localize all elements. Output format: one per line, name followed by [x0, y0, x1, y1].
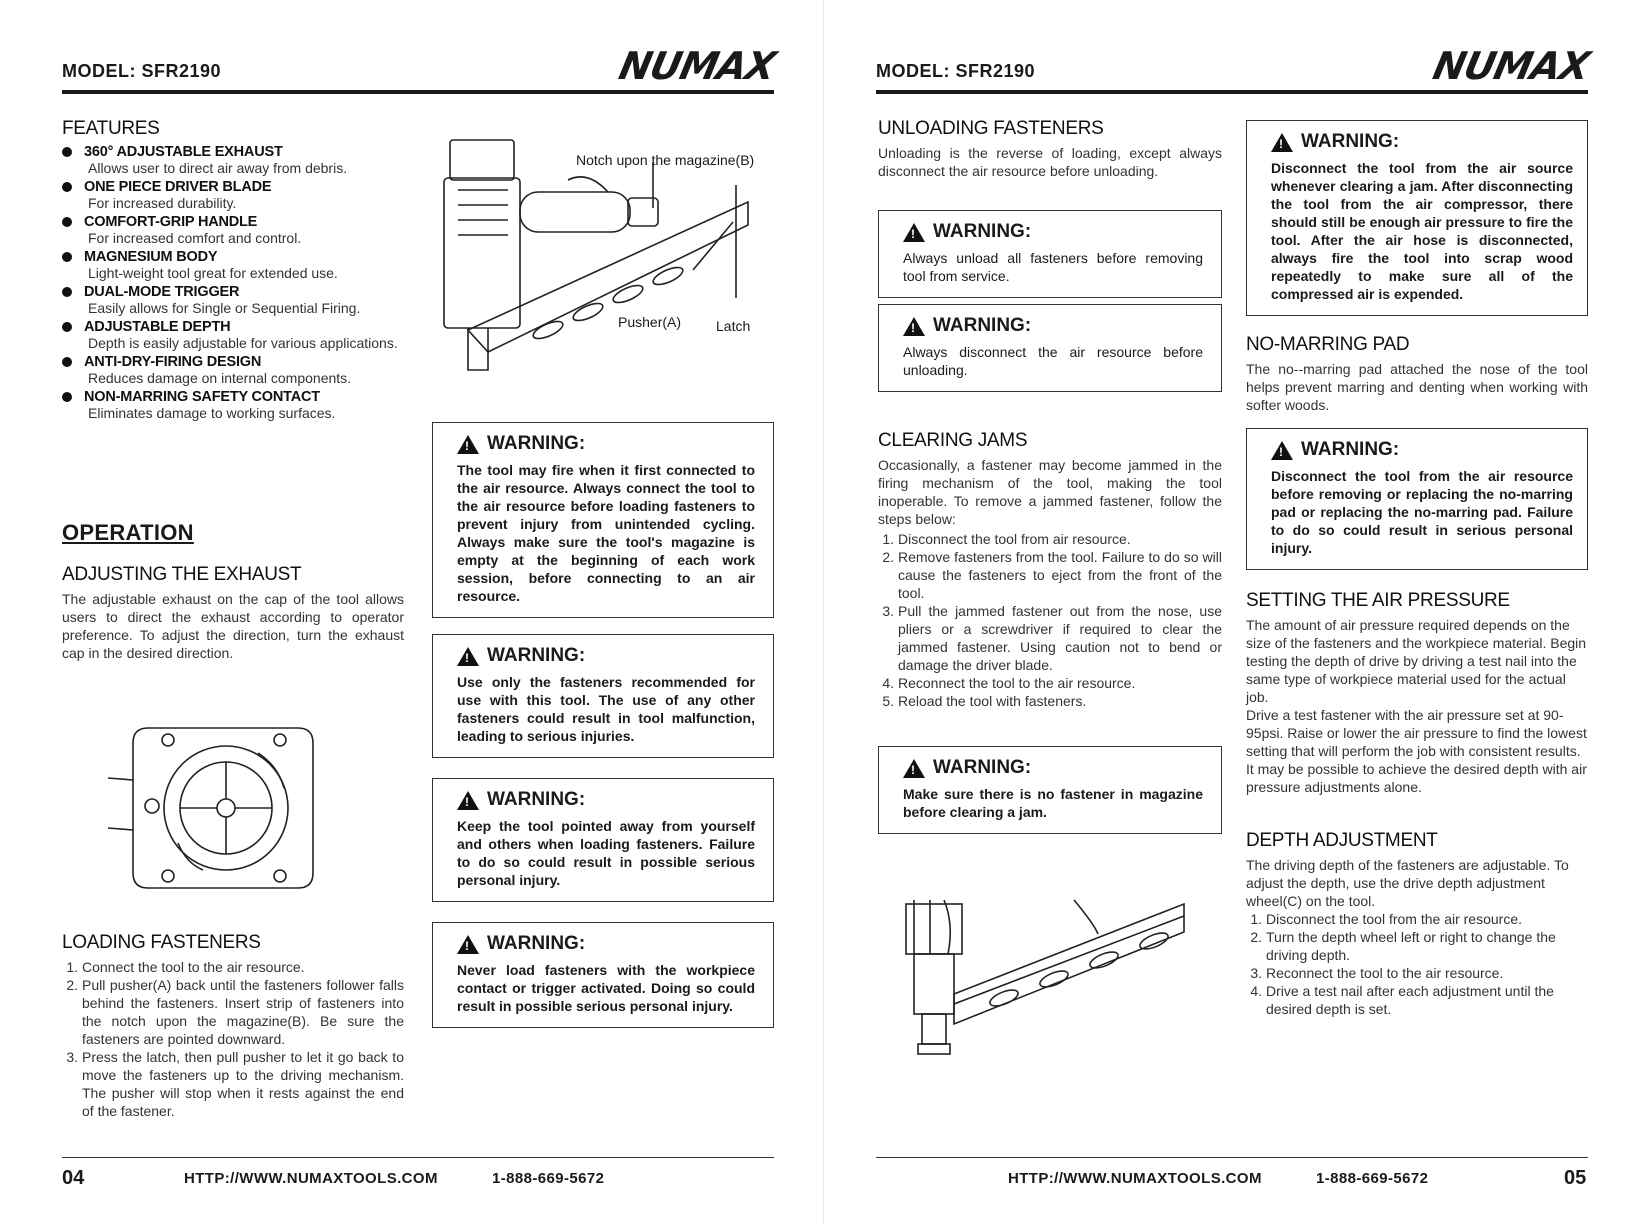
left-header: [62, 44, 779, 90]
bullet-icon: [62, 287, 72, 297]
feature-item: [62, 389, 406, 422]
loading-section: [62, 932, 404, 1120]
bullet-icon: [62, 252, 72, 262]
pressure-section: [1246, 590, 1590, 796]
nomarring-text: The no--marring pad attached the nose of the tool helps prevent marring and denting when working with softer woods.: [1246, 361, 1588, 413]
list-item: [878, 548, 1222, 602]
warning-heading: WARNING:: [487, 645, 586, 666]
feature-item: [62, 249, 406, 282]
feature-item: [62, 214, 406, 247]
numax-logo: NUMAX: [1429, 44, 1593, 88]
nomarring-title: NO-MARRING PAD: [1246, 334, 1410, 355]
step-text: Remove fasteners from the tool. Failure to do so will cause the fasteners to eject from the front of the tool.: [898, 549, 1222, 601]
step-number: 2.: [882, 549, 894, 565]
warning-box-point-away: [432, 778, 774, 902]
step-text: Disconnect the tool from air resource.: [898, 531, 1131, 547]
feature-item: [62, 144, 406, 177]
step-text: Reconnect the tool to the air resource.: [898, 675, 1136, 691]
warning-heading: WARNING:: [1301, 439, 1400, 460]
step-number: 1.: [1250, 911, 1262, 927]
pressure-text-3: It may be possible to achieve the desired depth with air pressure adjustments alone.: [1246, 761, 1587, 795]
feature-name: NON-MARRING SAFETY CONTACT: [84, 389, 320, 405]
step-number: 2.: [1250, 929, 1262, 945]
list-item: [878, 692, 1222, 710]
pressure-title: SETTING THE AIR PRESSURE: [1246, 590, 1510, 611]
header-rule: [876, 90, 1588, 94]
step-number: 5.: [882, 693, 894, 709]
exhaust-title: ADJUSTING THE EXHAUST: [62, 564, 302, 585]
step-number: 4.: [882, 675, 894, 691]
depth-title: DEPTH ADJUSTMENT: [1246, 830, 1438, 851]
numax-logo: NUMAX: [615, 44, 779, 88]
bullet-icon: [62, 322, 72, 332]
warning-box-first-connect: [432, 422, 774, 618]
warning-icon: [457, 935, 479, 954]
step-text: Connect the tool to the air resource.: [82, 959, 305, 975]
warning-text: Keep the tool pointed away from yourself and others when loading fasteners. Failure to do so could result in possible serious personal injury.: [457, 818, 755, 888]
warning-text: Make sure there is no fastener in magazine before clearing a jam.: [903, 786, 1203, 820]
footer-phone: 1-888-669-5672: [492, 1170, 605, 1187]
feature-desc: For increased comfort and control.: [88, 230, 302, 246]
feature-name: ADJUSTABLE DEPTH: [84, 319, 231, 335]
warning-icon: [457, 791, 479, 810]
footer-rule: [62, 1157, 774, 1158]
warning-icon: [1271, 441, 1293, 460]
feature-name: MAGNESIUM BODY: [84, 249, 218, 265]
warning-text: The tool may fire when it first connected to the air resource. Always connect the tool to the air resource before loading fasteners to prevent injury from unintended cycling. Always make sure the tool's magazine is empty at the beginning of each work session, before connecting to an air resource.: [457, 462, 755, 604]
feature-item: [62, 284, 406, 317]
warning-heading: WARNING:: [933, 221, 1032, 242]
depth-text: The driving depth of the fasteners are adjustable. To adjust the depth, use the drive depth adjustment wheel(C) on the tool.: [1246, 857, 1569, 909]
warning-box-clearing: [1246, 120, 1588, 316]
feature-desc: Eliminates damage to working surfaces.: [88, 405, 336, 421]
warning-box-fastener-type: [432, 634, 774, 758]
features-section: [62, 118, 406, 422]
feature-item: [62, 179, 406, 212]
warning-box-jam: [878, 746, 1222, 834]
pressure-text-2: Drive a test fastener with the air pressure set at 90-95psi. Raise or lower the air pressure to find the lowest setting that will perform the job with consistent results.: [1246, 707, 1587, 759]
bullet-icon: [62, 357, 72, 367]
step-text: Disconnect the tool from the air resource.: [1266, 911, 1523, 927]
step-number: 4.: [1250, 983, 1262, 999]
model-label: MODEL: SFR2190: [62, 61, 222, 81]
header-rule: [62, 90, 774, 94]
feature-name: 360° ADJUSTABLE EXHAUST: [84, 144, 283, 160]
feature-desc: Allows user to direct air away from debris.: [88, 160, 348, 176]
warning-text: Never load fasteners with the workpiece contact or trigger activated. Doing so could result in possible serious personal injury.: [457, 962, 755, 1014]
step-number: 1.: [882, 531, 894, 547]
footer-phone: 1-888-669-5672: [1316, 1170, 1429, 1187]
warning-text: Always unload all fasteners before removing tool from service.: [903, 250, 1203, 284]
footer-rule: [876, 1157, 1588, 1158]
right-page: [824, 0, 1648, 1224]
feature-name: DUAL-MODE TRIGGER: [84, 284, 240, 300]
bullet-icon: [62, 182, 72, 192]
warning-box-trigger: [432, 922, 774, 1028]
warning-heading: WARNING:: [487, 789, 586, 810]
step-number: 1.: [66, 959, 78, 975]
warning-icon: [903, 317, 925, 336]
bullet-icon: [62, 147, 72, 157]
feature-desc: Light-weight tool great for extended use.: [88, 265, 338, 281]
unloading-section: [878, 118, 1222, 180]
list-item: [1246, 964, 1590, 982]
warning-heading: WARNING:: [487, 433, 586, 454]
unloading-text: Unloading is the reverse of loading, except always disconnect the air resource before unloading.: [878, 145, 1222, 179]
list-item: [878, 674, 1222, 692]
latch-label: Latch: [716, 318, 751, 334]
list-item: [62, 1048, 404, 1120]
step-text: Press the latch, then pull pusher to let it go back to move the fasteners up to the driving mechanism. The pusher will stop when it rests against the end of the fastener.: [82, 1049, 404, 1119]
warning-icon: [457, 647, 479, 666]
right-header: [876, 44, 1593, 90]
bullet-icon: [62, 392, 72, 402]
feature-name: ONE PIECE DRIVER BLADE: [84, 179, 272, 195]
warning-box-disconnect-unload: [878, 304, 1222, 392]
bullet-icon: [62, 217, 72, 227]
warning-box-unload-all: [878, 210, 1222, 298]
step-number: 3.: [1250, 965, 1262, 981]
warning-icon: [1271, 133, 1293, 152]
features-title: FEATURES: [62, 118, 160, 139]
list-item: [62, 958, 404, 976]
exhaust-text: The adjustable exhaust on the cap of the tool allows users to direct the exhaust according to operator preference. To adjust the direction, turn the exhaust cap in the desired direction.: [62, 591, 404, 661]
list-item: [1246, 910, 1590, 928]
loading-steps: [62, 958, 404, 1120]
feature-desc: For increased durability.: [88, 195, 237, 211]
jams-title: CLEARING JAMS: [878, 430, 1028, 451]
step-number: 3.: [66, 1049, 78, 1065]
jams-text: Occasionally, a fastener may become jammed in the firing mechanism of the tool, making the tool inoperable. To remove a jammed fastener, follow the steps below:: [878, 457, 1222, 527]
feature-desc: Reduces damage on internal components.: [88, 370, 352, 386]
list-item: [878, 602, 1222, 674]
warning-icon: [903, 223, 925, 242]
operation-title: OPERATION: [62, 520, 194, 545]
feature-item: [62, 319, 406, 352]
warning-heading: WARNING:: [933, 315, 1032, 336]
pressure-text-1: The amount of air pressure required depends on the size of the fasteners and the workpiece material. Begin testing the depth of drive by driving a test nail into the same type of workpiece material used for the actual job.: [1246, 617, 1587, 705]
feature-item: [62, 354, 406, 387]
page-number: 04: [62, 1167, 85, 1189]
step-text: Pull pusher(A) back until the fasteners follower falls behind the fasteners. Insert strip of fasteners into the notch upon the magazine(B). Be sure the fasteners are pointed downward.: [82, 977, 404, 1047]
step-text: Reload the tool with fasteners.: [898, 693, 1087, 709]
step-number: 3.: [882, 603, 894, 619]
warning-icon: [457, 435, 479, 454]
depth-steps: [1246, 910, 1590, 1018]
feature-name: COMFORT-GRIP HANDLE: [84, 214, 258, 230]
warning-text: Disconnect the tool from the air source whenever clearing a jam. After disconnecting the tool from the air compressor, there should still be enough air pressure to fire the tool. After the air hose is disconnected, always fire the tool into scrap wood repeatedly to make sure all of the compressed air is expended.: [1271, 160, 1573, 302]
loading-title: LOADING FASTENERS: [62, 932, 261, 953]
footer-url: HTTP://WWW.NUMAXTOOLS.COM: [184, 1170, 438, 1187]
list-item: [878, 530, 1222, 548]
jams-section: [878, 430, 1222, 710]
step-text: Drive a test nail after each adjustment until the desired depth is set.: [1266, 983, 1554, 1017]
warning-text: Use only the fasteners recommended for use with this tool. The use of any other fasteners could result in tool malfunction, leading to serious injuries.: [457, 674, 755, 744]
jams-steps: [878, 530, 1222, 710]
warning-heading: WARNING:: [1301, 131, 1400, 152]
step-text: Reconnect the tool to the air resource.: [1266, 965, 1504, 981]
nomarring-section: [1246, 334, 1588, 414]
warning-heading: WARNING:: [487, 933, 586, 954]
unloading-title: UNLOADING FASTENERS: [878, 118, 1104, 139]
step-text: Pull the jammed fastener out from the nose, use pliers or a screwdriver if required to clear the jammed fastener. Using caution not to bend or damage the driver blade.: [898, 603, 1222, 673]
model-label: MODEL: SFR2190: [876, 61, 1036, 81]
warning-text: Disconnect the tool from the air resource before removing or replacing the no-marring pad or replacing the no-marring pad. Failure to do so could result in serious personal injury.: [1271, 468, 1573, 556]
footer-url: HTTP://WWW.NUMAXTOOLS.COM: [1008, 1170, 1262, 1187]
feature-desc: Easily allows for Single or Sequential Firing.: [88, 300, 361, 316]
list-item: [1246, 928, 1590, 964]
warning-icon: [903, 759, 925, 778]
nailer-nose-figure: [884, 894, 1194, 1064]
warning-text: Always disconnect the air resource before unloading.: [903, 344, 1203, 378]
feature-name: ANTI-DRY-FIRING DESIGN: [84, 354, 262, 370]
pusher-label: Pusher(A): [618, 314, 682, 330]
list-item: [1246, 982, 1590, 1018]
warning-box-pad: [1246, 428, 1588, 570]
list-item: [62, 976, 404, 1048]
page-number: 05: [1564, 1167, 1587, 1189]
exhaust-section: [62, 564, 404, 662]
step-text: Turn the depth wheel left or right to change the driving depth.: [1266, 929, 1556, 963]
step-number: 2.: [66, 977, 78, 993]
warning-heading: WARNING:: [933, 757, 1032, 778]
feature-desc: Depth is easily adjustable for various applications.: [88, 335, 398, 351]
notch-label: Notch upon the magazine(B): [576, 152, 755, 168]
exhaust-cap-figure: [108, 718, 328, 898]
depth-section: [1246, 830, 1590, 1018]
